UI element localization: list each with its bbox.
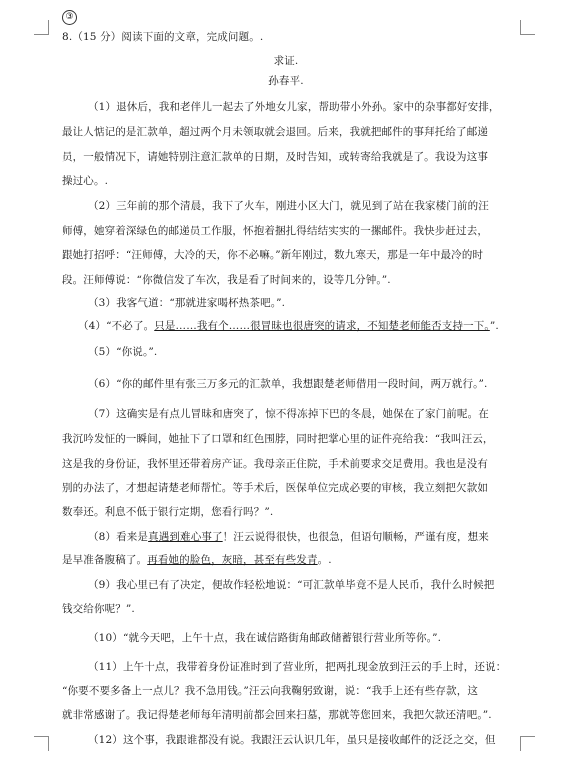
text-line: “你要不要多备上一点儿？我不急用钱。”汪云向我鞠躬致谢，说：“我手上还有些存款，这 — [62, 685, 479, 697]
text-line: 孙春平. — [268, 75, 304, 87]
underlined-sentence-1: 只是……我有个……很冒昧也很唐突的请求，不知楚老师能否支持一下。 — [154, 320, 490, 332]
paragraph-8-prefix: （8）看来是 — [88, 531, 149, 543]
text-line: （11）上午十点，我带着身份证准时到了营业所，把两扎现金放到汪云的手上时，还说： — [88, 661, 507, 673]
text-line: 师傅，她穿着深绿色的邮递员工作服，怀抱着捆扎得结结实实的一摞邮件。我快步赶过去， — [62, 225, 488, 237]
text-line: （12）这个事，我跟谁都没有说。我跟汪云认识几年，虽只是接收邮件的泛泛之交，但 — [88, 734, 496, 746]
paragraph-4-prefix: （4）“不必了。 — [78, 320, 155, 332]
crop-mark-bottom-left — [34, 736, 49, 751]
underlined-sentence-3: 再看她的脸色，灰暗，甚至有些发青 — [147, 554, 318, 566]
paragraph-8-middle: ！汪云说得很快，也很急，但语句顺畅，严谨有度，想来 — [222, 531, 489, 543]
text-line: 钱交给你呢？”. — [62, 603, 135, 615]
text-line: （1）退休后，我和老伴儿一起去了外地女儿家，帮助带小外孙。家中的杂事都好安排， — [88, 101, 500, 113]
text-line: （6）“你的邮件里有张三万多元的汇款单，我想跟楚老师借用一段时间，两万就行。”. — [88, 378, 488, 390]
text-line: 这是我的身份证，我怀里还带着房产证。我母亲正住院，手术前要求交足费用。我也是没有 — [62, 458, 488, 470]
text-line: （2）三年前的那个清晨，我下了火车，刚进小区大门，就见到了站在我家楼门前的汪 — [88, 200, 489, 212]
text-line: 数奉还。利息不低于银行定期，您看行吗？”. — [62, 506, 274, 518]
paragraph-8b-prefix: 是早准备腹稿了。 — [62, 554, 148, 566]
text-line: 别的办法了，才想起请楚老师帮忙。等手术后，医保单位完成必要的审核，我立刻把欠款如 — [62, 482, 488, 494]
text-line: （5）“你说。”. — [88, 346, 158, 358]
paragraph-8-line-1 — [88, 530, 510, 544]
paragraph-4-suffix: ”. — [489, 320, 499, 332]
text-line: 求证. — [273, 55, 299, 67]
text-line: 跟她打招呼：“汪师傅，大冷的天，你不必嘛。”新年刚过，数九寒天，那是一年中最冷的时 — [62, 249, 484, 261]
paragraph-8-line-2 — [62, 553, 510, 567]
text-line: （7）这确实是有点儿冒昧和唐突了，惊不得冻掉下巴的冬晨，她保在了家门前呢。在 — [88, 408, 489, 420]
text-line: （10）“就今天吧，上午十点，我在诚信路街角邮政储蓄银行营业所等你。”. — [88, 632, 442, 644]
text-line: 操过心。. — [62, 175, 109, 187]
paragraph-8b-suffix: 。. — [317, 554, 332, 566]
text-line: 段。汪师傅说：“你微信发了车次，我是看了时间来的，设等几分钟。”. — [62, 274, 391, 286]
text-line: 8.（15 分）阅读下面的文章，完成问题。. — [62, 31, 264, 43]
underlined-phrase-2: 真遇到难心事了 — [148, 531, 223, 543]
text-line: 就非常感谢了。我记得楚老师每年清明前都会回来扫墓，那就等您回来，我把欠款还清吧。”. — [62, 709, 492, 721]
paragraph-4-line — [78, 319, 510, 333]
crop-mark-top-left — [34, 20, 49, 35]
text-line: 最让人惦记的是汇款单，超过两个月未领取就会退回。后来，我就把邮件的事拜托给了邮递 — [62, 126, 488, 138]
crop-mark-top-right — [520, 20, 535, 35]
text-line: 员，一般情况下，请她特别注意汇款单的日期，及时告知，或转寄给我就是了。我设为这事 — [62, 151, 488, 163]
text-line: （9）我心里已有了决定，便故作轻松地说：“可汇款单毕竟不是人民币，我什么时候把 — [88, 579, 495, 591]
crop-mark-bottom-right — [520, 736, 535, 751]
question-number-badge: ③ — [62, 10, 77, 25]
text-line: （3）我客气道：“那就进家喝杯热茶吧。”. — [88, 297, 286, 309]
text-line: 我沉吟发怔的一瞬间，她扯下了口罩和红色围脖，同时把掌心里的证件亮给我：“我叫汪云， — [62, 433, 494, 445]
